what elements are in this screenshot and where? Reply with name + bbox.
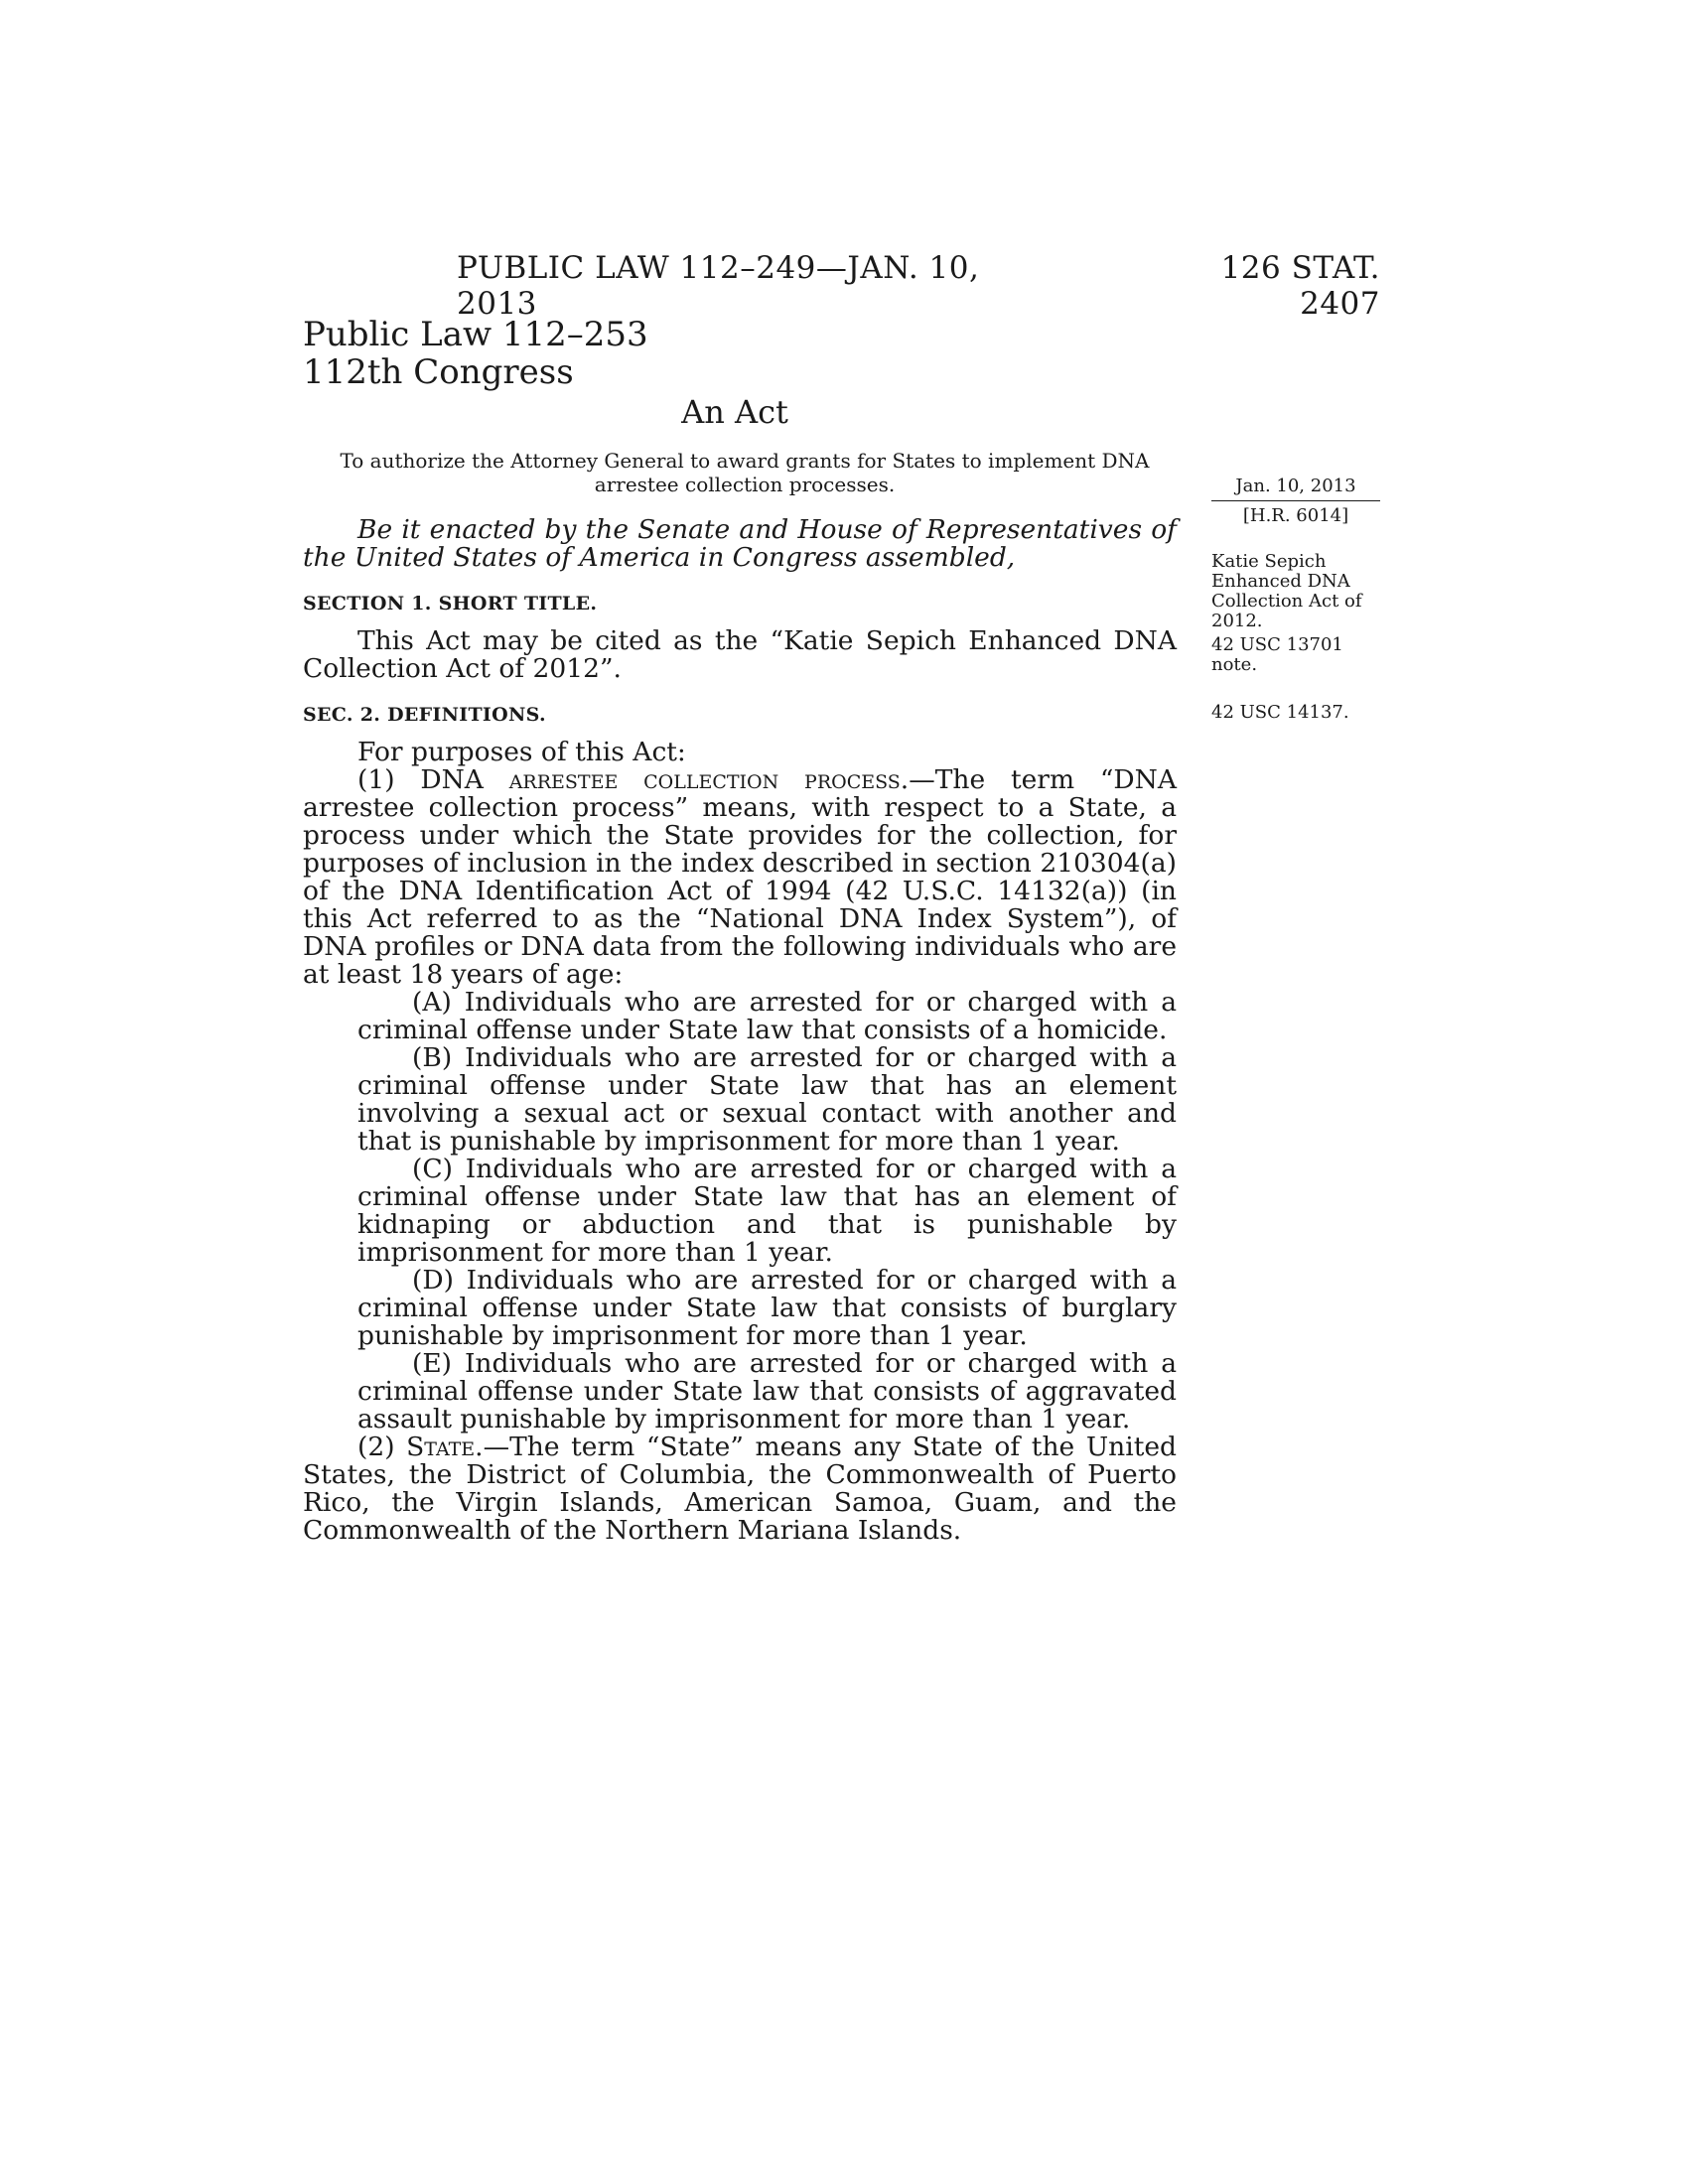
enacting-clause: Be it enacted by the Senate and House of Representatives of the United States of America in Congress assembled, <box>303 514 1177 573</box>
section-2-heading: SEC. 2. DEFINITIONS. <box>303 704 546 726</box>
margin-bill-number: [H.R. 6014] <box>1242 505 1349 526</box>
public-law-number: Public Law 112–253 <box>303 315 648 354</box>
section-1-heading: SECTION 1. SHORT TITLE. <box>303 593 598 614</box>
definition-1-text: —The term “DNA arrestee collection process” means, with respect to a State, a process under which the State provides for the collection, for purposes of inclusion in the index described in section 210304(a) of the DNA Identification Act of 1994 (42 U.S.C. 14132(a)) (in this Act referred to as the “National DNA Index System”), of DNA profiles or DNA data from the following individuals who are at least 18 years of age: <box>303 764 1177 990</box>
margin-usc-note-1: 42 USC 13701 note. <box>1211 634 1343 675</box>
definition-2-label: (2) State. <box>357 1432 484 1462</box>
definition-1-item-e: (E) Individuals who are arrested for or charged with a criminal offense under State law that consists of aggravated assault punishable by imprisonment for more than 1 year. <box>357 1348 1177 1434</box>
section-2-intro: For purposes of this Act: <box>357 737 686 767</box>
act-title: An Act <box>681 393 788 431</box>
definition-1-label: (1) DNA arrestee collection process. <box>357 764 910 795</box>
definition-1-item-c: (C) Individuals who are arrested for or charged with a criminal offense under State law that has an element of kidnaping or abduction and that is punishable by imprisonment for more than 1 year. <box>357 1154 1177 1268</box>
definition-1 <box>303 766 1177 989</box>
definition-2-text: —The term “State” means any State of the United States, the District of Columbia, the Commonwealth of Puerto Rico, the Virgin Islands, American Samoa, Guam, and the Commonwealth of the Northern Mariana Islands. <box>303 1432 1177 1546</box>
definition-1-item-a: (A) Individuals who are arrested for or charged with a criminal offense under State law that consists of a homicide. <box>357 987 1177 1045</box>
running-title: PUBLIC LAW 112–249—JAN. 10, 2013 <box>457 250 980 322</box>
congress-number: 112th Congress <box>303 352 574 392</box>
margin-usc-note-2: 42 USC 14137. <box>1211 702 1349 723</box>
definition-1-item-d: (D) Individuals who are arrested for or charged with a criminal offense under State law that consists of burglary punishable by imprisonment for more than 1 year. <box>357 1265 1177 1351</box>
act-body <box>303 516 1177 1545</box>
definition-2 <box>303 1433 1177 1545</box>
definition-1-item-b: (B) Individuals who are arrested for or charged with a criminal offense under State law that has an element involving a sexual act or sexual contact with another and that is punishable by imprisonment for more than 1 year. <box>357 1042 1177 1157</box>
stat-page-number: 126 STAT. 2407 <box>1220 250 1380 322</box>
margin-short-title-note: Katie Sepich Enhanced DNA Collection Act of 2012. <box>1211 551 1362 631</box>
margin-date: Jan. 10, 2013 <box>1211 477 1380 501</box>
act-purpose: To authorize the Attorney General to award grants for States to implement DNA arrestee collection processes. <box>340 449 1150 496</box>
section-1-text: This Act may be cited as the “Katie Sepich Enhanced DNA Collection Act of 2012”. <box>303 625 1177 684</box>
